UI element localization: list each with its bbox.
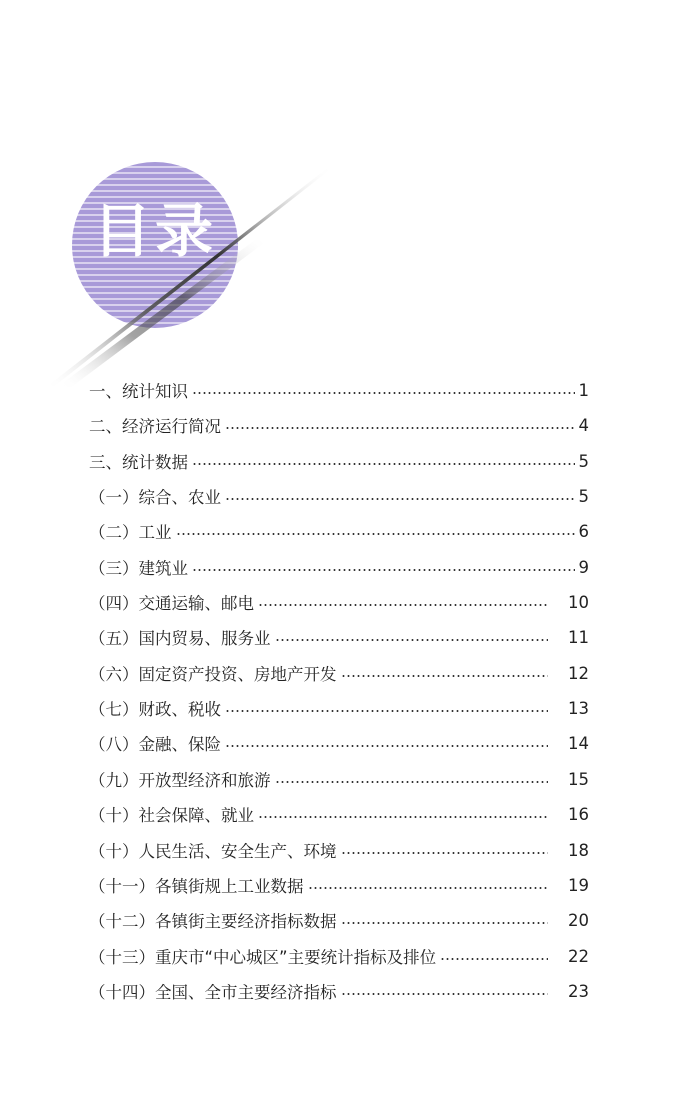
toc-entry-page: 16 [568, 804, 589, 824]
leader-dots [225, 745, 548, 747]
leader-dots [341, 922, 549, 924]
toc-entry[interactable] [89, 693, 589, 723]
toc-entry-label: （七）财政、税收 [89, 700, 221, 719]
page-title: 目录 [92, 197, 217, 265]
leader-dots [192, 392, 575, 394]
toc-entry[interactable] [89, 658, 589, 688]
toc-entry[interactable] [89, 728, 589, 758]
toc-entry-page: 22 [568, 946, 589, 966]
toc-entry-label: （十二）各镇街主要经济指标数据 [89, 912, 337, 931]
toc-entry[interactable] [89, 905, 589, 935]
toc-entry[interactable] [89, 516, 589, 546]
toc-entry-page: 9 [578, 557, 589, 577]
toc-entry[interactable] [89, 552, 589, 582]
title-badge [0, 0, 680, 420]
leader-dots [275, 639, 549, 641]
toc-entry-page: 15 [568, 769, 589, 789]
toc-entry-page: 20 [568, 910, 589, 930]
toc-entry-page: 1 [578, 380, 589, 400]
toc-entry-label: （六）固定资产投资、房地产开发 [89, 665, 337, 684]
leader-dots [440, 958, 548, 960]
leader-dots [176, 533, 575, 535]
toc-entry[interactable] [89, 410, 589, 440]
toc-entry-label: （九）开放型经济和旅游 [89, 771, 271, 790]
toc-entry-page: 4 [578, 415, 589, 435]
toc-entry-label: （十三）重庆市“中心城区”主要统计指标及排位 [89, 948, 437, 967]
toc-entry-page: 12 [568, 663, 589, 683]
toc-entry-label: 二、经济运行简况 [89, 417, 221, 436]
toc-entry-label: （一）综合、农业 [89, 488, 221, 507]
leader-dots [225, 710, 548, 712]
toc-entry-page: 10 [568, 592, 589, 612]
toc-entry-page: 5 [578, 451, 589, 471]
toc-entry[interactable] [89, 446, 589, 476]
toc-entry-label: 三、统计数据 [89, 453, 188, 472]
toc-entry[interactable] [89, 481, 589, 511]
toc-entry-label: （八）金融、保险 [89, 735, 221, 754]
toc-entry[interactable] [89, 799, 589, 829]
toc-entry-page: 11 [568, 627, 589, 647]
toc-entry-label: （十一）各镇街规上工业数据 [89, 877, 304, 896]
toc-entry-label: 一、统计知识 [89, 382, 188, 401]
toc-entry-page: 18 [568, 840, 589, 860]
leader-dots [192, 463, 575, 465]
leader-dots [275, 781, 549, 783]
toc-entry[interactable] [89, 976, 589, 1006]
leader-dots [258, 816, 548, 818]
toc-entry[interactable] [89, 941, 589, 971]
leader-dots [341, 993, 549, 995]
leader-dots [258, 604, 548, 606]
leader-dots [192, 569, 575, 571]
toc-entry[interactable] [89, 622, 589, 652]
leader-dots [341, 675, 549, 677]
leader-dots [225, 498, 575, 500]
toc-entry-label: （十）人民生活、安全生产、环境 [89, 842, 337, 861]
leader-dots [341, 852, 549, 854]
toc-entry[interactable] [89, 764, 589, 794]
toc-entry-page: 14 [568, 733, 589, 753]
toc-entry-label: （三）建筑业 [89, 559, 188, 578]
toc-entry[interactable] [89, 870, 589, 900]
toc-entry[interactable] [89, 587, 589, 617]
toc-entry-label: （五）国内贸易、服务业 [89, 629, 271, 648]
toc-entry-page: 6 [578, 521, 589, 541]
toc-entry-label: （四）交通运输、邮电 [89, 594, 254, 613]
toc-entry-page: 13 [568, 698, 589, 718]
toc-entry-label: （十四）全国、全市主要经济指标 [89, 983, 337, 1002]
toc-entry-label: （二）工业 [89, 523, 172, 542]
leader-dots [225, 427, 575, 429]
toc-entry-page: 19 [568, 875, 589, 895]
leader-dots [308, 887, 549, 889]
toc-entry-page: 23 [568, 981, 589, 1001]
toc-entry-label: （十）社会保障、就业 [89, 806, 254, 825]
toc-entry-page: 5 [578, 486, 589, 506]
toc-entry[interactable] [89, 375, 589, 405]
toc-entry[interactable] [89, 835, 589, 865]
